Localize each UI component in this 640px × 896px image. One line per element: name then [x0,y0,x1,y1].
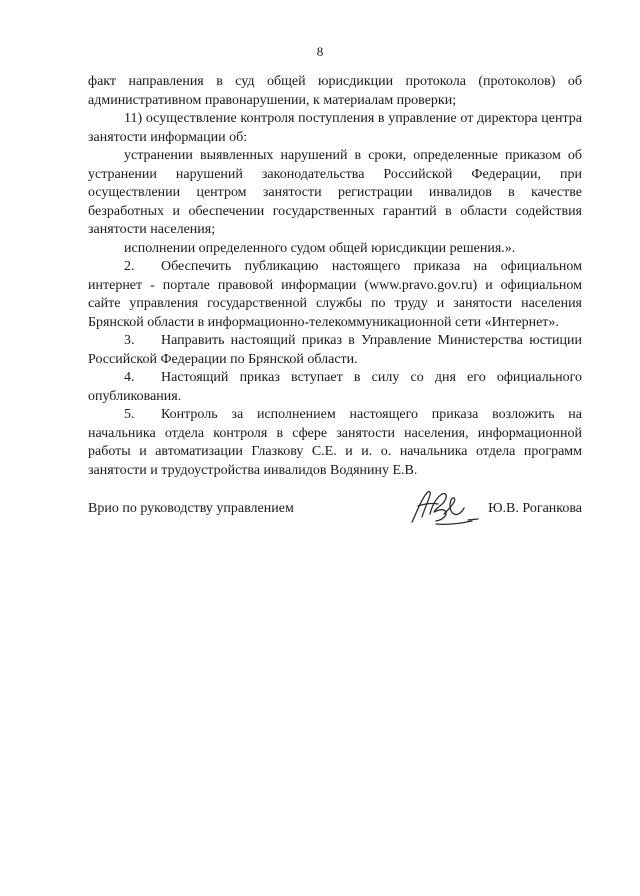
paragraph-violations-elimination: устранении выявленных нарушений в сроки, определенные приказом об устранении нарушений законодательства Российской Федерации, при осуществлении центром занятости регистрации инвалидов в качестве безработных и обеспечении государственных гарантий в области содействия занятости населения; [88,148,582,237]
page-number: 8 [316,44,324,59]
order-item-number: 2. [124,259,135,274]
order-item-text: Обеспечить публикацию настоящего приказа на официальном интернет - портале правовой информации (www.pravo.gov.ru) и официальном сайте управления государственной службы по труду и занятости населения Брянской области в информационно-телекоммуникационной сети «Интернет». [88,259,582,330]
order-item-number: 4. [124,370,135,385]
order-item-2 [88,258,582,332]
paragraph-control-item-11: 11) осуществление контроля поступления в управление от директора центра занятости информации об: [88,111,582,145]
order-item-number: 5. [124,407,135,422]
signatory-name: Ю.В. Роганкова [488,501,582,516]
order-item-text: Направить настоящий приказ в Управление Министерства юстиции Российской Федерации по Брянской области. [88,333,582,367]
order-item-number: 3. [124,333,135,348]
order-item-text: Настоящий приказ вступает в силу со дня его официального опубликования. [88,370,582,404]
handwritten-signature-icon [406,484,480,530]
order-item-text: Контроль за исполнением настоящего приказа возложить на начальника отдела контроля в сфере занятости населения, информационной работы и автоматизации Глазкову С.Е. и и. о. начальника отдела программ занятости и трудоустройства инвалидов Водянину Е.В. [88,407,582,478]
order-item-3 [88,332,582,369]
order-item-4 [88,369,582,406]
signatory-position: Врио по руководству управлением [88,501,294,516]
paragraph-protocol-fact: факт направления в суд общей юрисдикции протокола (протоколов) об административном правонарушении, к материалам проверки; [88,74,582,108]
signature-block [88,490,582,538]
paragraph-court-decision: исполнении определенного судом общей юрисдикции решения.». [124,240,516,256]
order-item-5 [88,406,582,480]
document-body [88,73,582,480]
